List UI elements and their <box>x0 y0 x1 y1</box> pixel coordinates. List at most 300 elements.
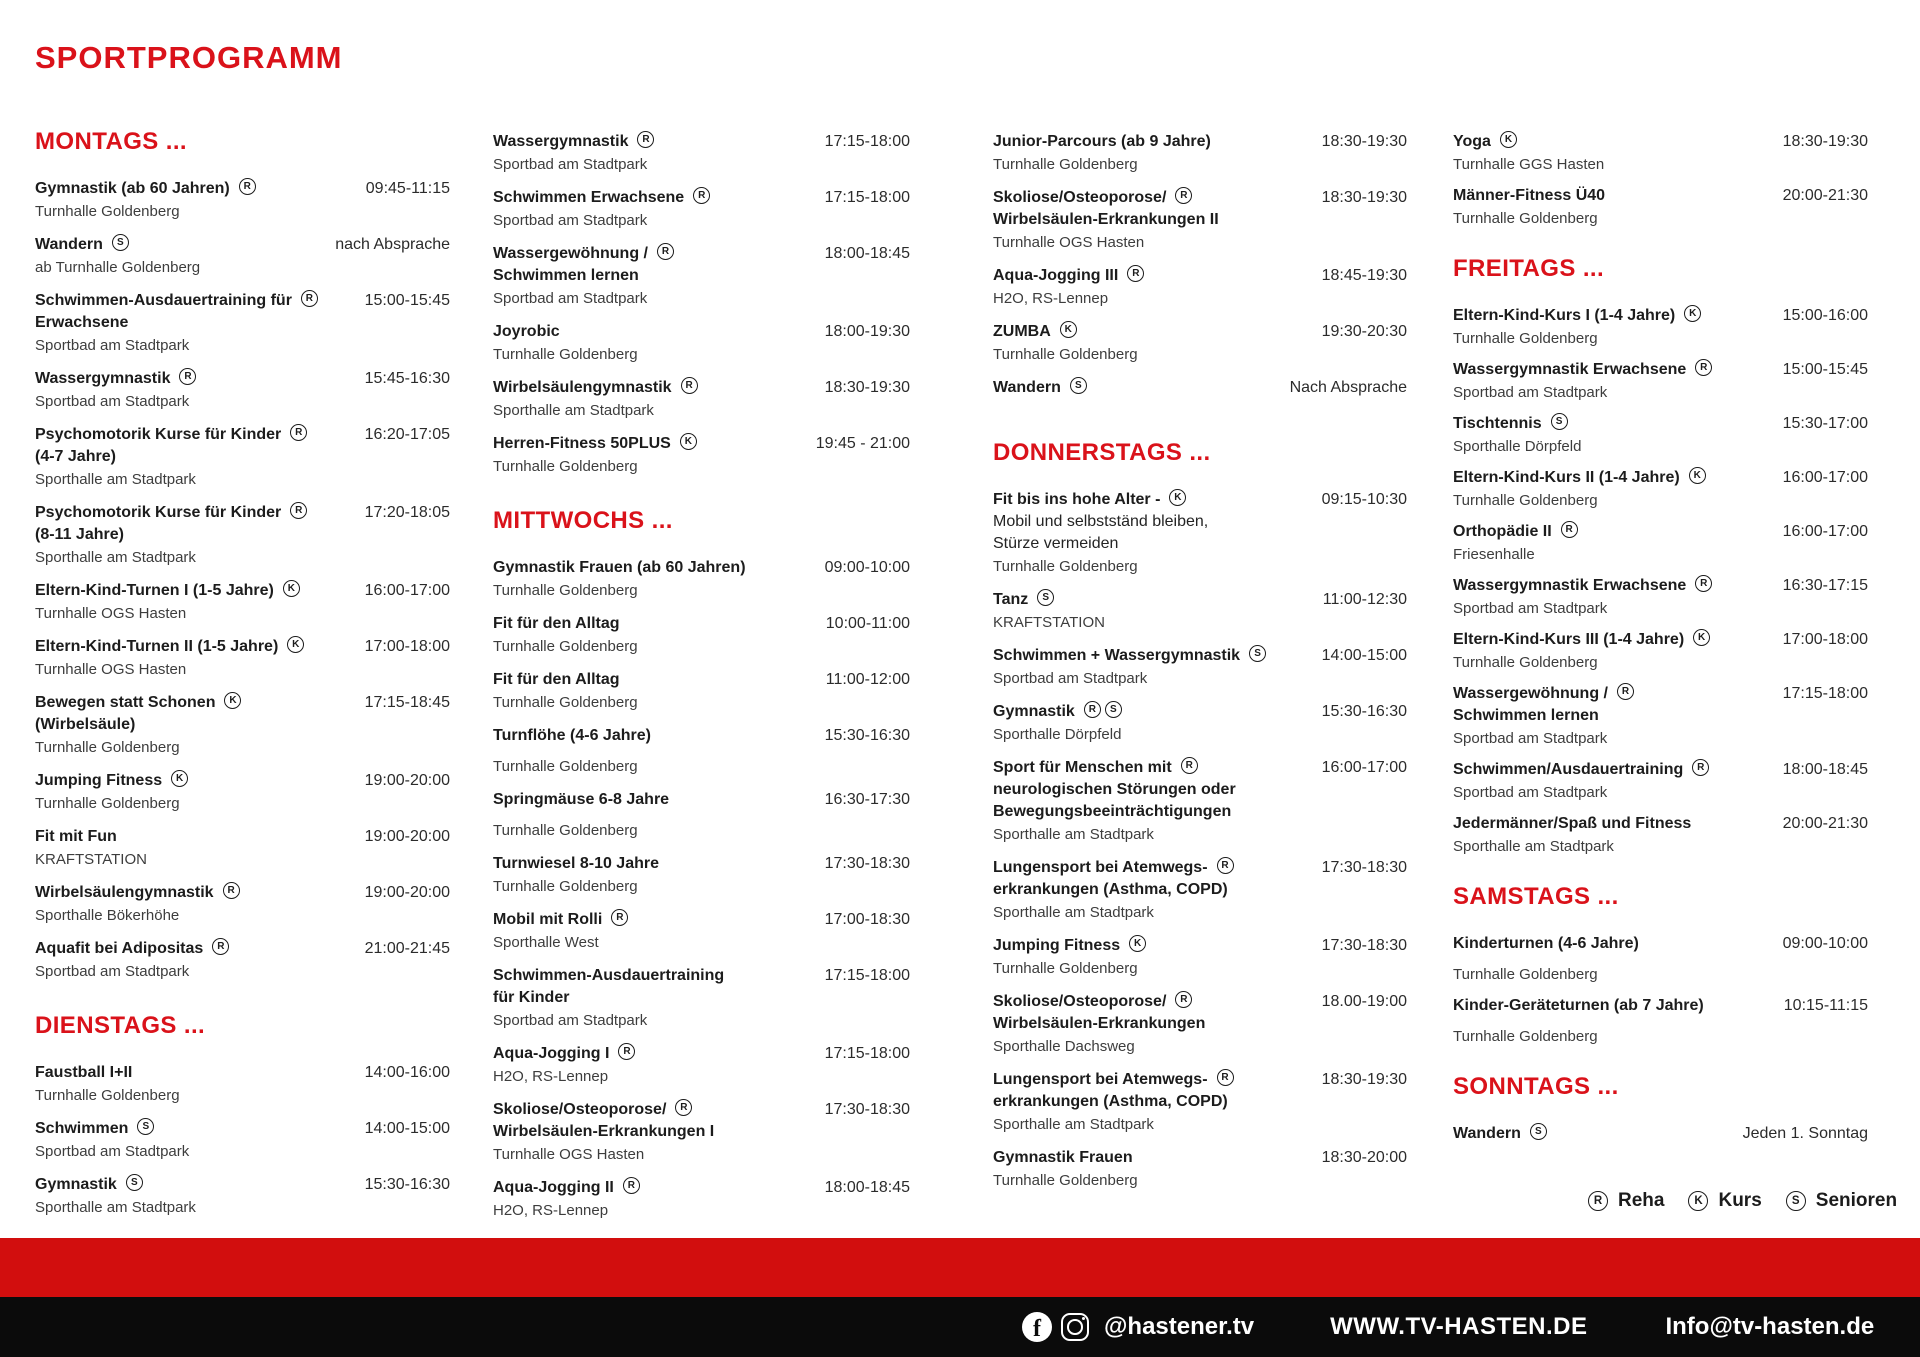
entry-location: Turnhalle Goldenberg <box>493 638 638 655</box>
entry-main <box>993 321 1138 365</box>
entry-main <box>1453 413 1581 457</box>
entry-main <box>35 938 229 982</box>
entry-name-continuation: Mobil und selbstständ bleiben, <box>993 513 1209 530</box>
entry-time: 17:15-18:00 <box>824 967 910 984</box>
entry-main <box>993 589 1105 633</box>
entry-main <box>993 377 1087 399</box>
entry-location: KRAFTSTATION <box>993 614 1105 631</box>
entry-location: Turnhalle Goldenberg <box>993 960 1138 977</box>
entry-location: Sporthalle am Stadtpark <box>993 1116 1154 1133</box>
program-entry <box>993 377 1407 399</box>
entry-location: Sportbad am Stadtpark <box>493 212 648 229</box>
entry-time: 10:15-11:15 <box>1783 997 1868 1014</box>
entry-main <box>993 757 1236 845</box>
entry-location: Sporthalle am Stadtpark <box>493 402 654 419</box>
program-entry <box>1453 813 1868 857</box>
entry-name: Schwimmen/Ausdauertraining R <box>1453 759 1709 781</box>
entry-time: 18:00-18:45 <box>824 245 910 262</box>
entry-time: 17:30-18:30 <box>1321 937 1407 954</box>
reha-badge: R <box>239 178 256 195</box>
program-entry <box>1453 185 1868 229</box>
entry-location: Sporthalle am Stadtpark <box>993 826 1154 843</box>
entry-main <box>993 489 1208 577</box>
instagram-icon <box>1061 1313 1089 1341</box>
entry-name: Tanz S <box>993 589 1105 611</box>
entry-time: 18:30-19:30 <box>1321 133 1407 150</box>
entry-location: Turnhalle OGS Hasten <box>35 605 187 622</box>
entry-main <box>35 636 304 680</box>
entry-name: Faustball I+II <box>35 1064 133 1081</box>
entry-name: Wassergymnastik R <box>493 131 654 153</box>
entry-name: Psychomotorik Kurse für Kinder R (8-11 Jahre) <box>35 502 307 546</box>
entry-location: Turnhalle Goldenberg <box>993 156 1138 173</box>
entry-location: Sportbad am Stadtpark <box>35 393 190 410</box>
entry-name: Jedermänner/Spaß und Fitness <box>1453 815 1692 832</box>
entry-time: 16:00-17:00 <box>1782 469 1868 486</box>
entry-location: Turnhalle Goldenberg <box>993 1172 1138 1189</box>
entry-main <box>35 234 200 278</box>
program-entry <box>993 265 1407 309</box>
program-entry <box>993 1147 1407 1191</box>
kurs-badge: K <box>283 580 300 597</box>
entry-main <box>1453 467 1706 511</box>
entry-location: ab Turnhalle Goldenberg <box>35 259 201 276</box>
entry-time: 18:30-20:00 <box>1321 1149 1407 1166</box>
reha-badge: R <box>301 290 318 307</box>
program-entry <box>493 669 910 713</box>
entry-name: Jumping Fitness K <box>35 770 188 792</box>
entry-main <box>35 692 241 758</box>
entry-location: Sporthalle am Stadtpark <box>1453 838 1614 855</box>
reha-badge: R <box>223 882 240 899</box>
entry-main <box>35 826 147 870</box>
entry-time: 17:15-18:00 <box>824 189 910 206</box>
program-entry <box>35 636 450 680</box>
program-entry <box>1453 413 1868 457</box>
program-entry <box>993 321 1407 365</box>
entry-name: Eltern-Kind-Kurs III (1-4 Jahre) K <box>1453 629 1710 651</box>
entry-main <box>993 1147 1138 1191</box>
program-entry <box>35 580 450 624</box>
entry-name: Wandern S <box>993 377 1087 399</box>
reha-badge: R <box>1692 759 1709 776</box>
entry-name: Gymnastik (ab 60 Jahren) R <box>35 178 256 200</box>
entry-name: Wirbelsäulengymnastik R <box>493 377 698 399</box>
day-heading: SONNTAGS ... <box>1453 1073 1619 1100</box>
entry-main <box>1453 813 1691 857</box>
entry-location: Turnhalle Goldenberg <box>493 694 638 711</box>
entry-main <box>993 131 1211 175</box>
entry-main <box>493 725 651 777</box>
kurs-badge: K <box>1500 131 1517 148</box>
entry-location: Sportbad am Stadtpark <box>493 156 648 173</box>
entry-name: Gymnastik Frauen (ab 60 Jahren) <box>493 559 746 576</box>
entry-time: Nach Absprache <box>1289 379 1407 396</box>
day-heading: DIENSTAGS ... <box>35 1012 206 1039</box>
entry-main <box>35 1174 196 1218</box>
entry-time: 18:30-19:30 <box>1782 133 1868 150</box>
schedule-column-monday-tuesday <box>35 128 450 1230</box>
reha-badge: R <box>1084 701 1101 718</box>
senioren-badge: S <box>1037 589 1054 606</box>
entry-name: Eltern-Kind-Kurs II (1-4 Jahre) K <box>1453 467 1706 489</box>
kurs-badge: K <box>1689 467 1706 484</box>
entry-time: 09:00-10:00 <box>1782 935 1868 952</box>
program-entry <box>493 853 910 897</box>
program-entry <box>493 131 910 175</box>
program-entry <box>1453 933 1868 985</box>
reha-badge: R <box>212 938 229 955</box>
entry-location: Turnhalle Goldenberg <box>493 758 638 775</box>
program-entry <box>35 424 450 490</box>
entry-name: Yoga K <box>1453 131 1604 153</box>
entry-time: 16:00-17:00 <box>1782 523 1868 540</box>
entry-main <box>1453 185 1605 229</box>
entry-main <box>1453 521 1578 565</box>
reha-badge: R <box>290 424 307 441</box>
entry-location: Sportbad am Stadtpark <box>1453 730 1608 747</box>
entry-main <box>493 557 746 601</box>
legend-label: Kurs <box>1718 1190 1762 1211</box>
entry-name: Bewegen statt Schonen K (Wirbelsäule) <box>35 692 241 736</box>
entry-time: 17:20-18:05 <box>364 504 450 521</box>
entry-time: 17:00-18:30 <box>824 911 910 928</box>
entry-main <box>493 965 724 1031</box>
kurs-badge: K <box>1060 321 1077 338</box>
entry-time: 10:00-11:00 <box>825 615 910 632</box>
reha-badge: R <box>623 1177 640 1194</box>
entry-time: 17:15-18:45 <box>364 694 450 711</box>
program-entry <box>35 1118 450 1162</box>
entry-main <box>1453 683 1634 749</box>
entry-name: Junior-Parcours (ab 9 Jahre) <box>993 133 1211 150</box>
entry-time: 15:30-16:30 <box>364 1176 450 1193</box>
program-entry <box>35 826 450 870</box>
entry-location: Sportbad am Stadtpark <box>1453 384 1608 401</box>
entry-location: Turnhalle Goldenberg <box>1453 966 1598 983</box>
schedule-column-friday-weekend <box>1453 131 1868 1155</box>
entry-name: ZUMBA K <box>993 321 1138 343</box>
entry-main <box>993 187 1219 253</box>
entry-time: 18:30-19:30 <box>1321 1071 1407 1088</box>
entry-name: Aqua-Jogging I R <box>493 1043 635 1065</box>
entry-name: Joyrobic <box>493 323 560 340</box>
schedule-column-monday-wednesday <box>493 131 910 1233</box>
senioren-badge: S <box>1530 1123 1547 1140</box>
entry-main <box>993 1069 1234 1135</box>
entry-name: Wandern S <box>1453 1123 1547 1145</box>
entry-main <box>35 290 318 356</box>
reha-badge: R <box>1127 265 1144 282</box>
entry-location: Sporthalle Dachsweg <box>993 1038 1135 1055</box>
reha-badge: R <box>618 1043 635 1060</box>
entry-location: KRAFTSTATION <box>35 851 147 868</box>
entry-name: Kinderturnen (4-6 Jahre) <box>1453 935 1639 952</box>
entry-name: Lungensport bei Atemwegs- R erkrankungen (Asthma, COPD) <box>993 857 1234 901</box>
program-entry <box>35 770 450 814</box>
program-entry <box>493 557 910 601</box>
reha-badge: R <box>290 502 307 519</box>
reha-badge: R <box>1588 1191 1608 1211</box>
entry-name: Psychomotorik Kurse für Kinder R (4-7 Jahre) <box>35 424 307 468</box>
entry-name: Lungensport bei Atemwegs- R erkrankungen (Asthma, COPD) <box>993 1069 1234 1113</box>
reha-badge: R <box>693 187 710 204</box>
program-entry <box>1453 995 1868 1047</box>
entry-time: 16:30-17:15 <box>1782 577 1868 594</box>
kurs-badge: K <box>1169 489 1186 506</box>
senioren-badge: S <box>126 1174 143 1191</box>
program-entry <box>993 645 1407 689</box>
entry-time: 16:20-17:05 <box>364 426 450 443</box>
entry-main <box>493 1043 635 1087</box>
entry-name: Turnwiesel 8-10 Jahre <box>493 855 659 872</box>
entry-time: 19:45 - 21:00 <box>815 435 910 452</box>
entry-main <box>35 178 256 222</box>
entry-main <box>1453 995 1704 1047</box>
entry-name: Eltern-Kind-Turnen II (1-5 Jahre) K <box>35 636 304 658</box>
entry-name: Wassergymnastik Erwachsene R <box>1453 575 1712 597</box>
entry-time: 18:30-19:30 <box>824 379 910 396</box>
reha-badge: R <box>681 377 698 394</box>
entry-name: Jumping Fitness K <box>993 935 1146 957</box>
entry-main <box>493 377 698 421</box>
entry-time: 19:30-20:30 <box>1321 323 1407 340</box>
entry-time: 20:00-21:30 <box>1782 187 1868 204</box>
day-heading: FREITAGS ... <box>1453 255 1605 282</box>
reha-badge: R <box>1561 521 1578 538</box>
day-heading: SAMSTAGS ... <box>1453 883 1619 910</box>
entry-location: Turnhalle Goldenberg <box>1453 492 1598 509</box>
entry-name: Wassergymnastik R <box>35 368 196 390</box>
entry-time: 09:45-11:15 <box>365 180 450 197</box>
entry-time: 11:00-12:30 <box>1322 591 1407 608</box>
entry-location: Turnhalle Goldenberg <box>35 739 180 756</box>
program-entry <box>1453 683 1868 749</box>
program-entry <box>493 909 910 953</box>
entry-name: Schwimmen Erwachsene R <box>493 187 710 209</box>
program-entry <box>1453 1123 1868 1145</box>
entry-main <box>1453 759 1709 803</box>
entry-name: Männer-Fitness Ü40 <box>1453 187 1606 204</box>
senioren-badge: S <box>1105 701 1122 718</box>
entry-time: 14:00-16:00 <box>364 1064 450 1081</box>
entry-name: Wassergewöhnung / R Schwimmen lernen <box>1453 683 1634 727</box>
senioren-badge: S <box>1551 413 1568 430</box>
entry-name: Wandern S <box>35 234 200 256</box>
entry-location: Sporthalle Bökerhöhe <box>35 907 180 924</box>
program-entry <box>1453 359 1868 403</box>
entry-main <box>35 580 300 624</box>
program-entry <box>1453 467 1868 511</box>
entry-main <box>35 1062 180 1106</box>
entry-time: 17:00-18:00 <box>364 638 450 655</box>
entry-time: 11:00-12:00 <box>825 671 910 688</box>
program-entry <box>993 991 1407 1057</box>
program-entry <box>993 757 1407 845</box>
entry-location: Sporthalle am Stadtpark <box>993 904 1154 921</box>
program-entry <box>493 187 910 231</box>
entry-name: Gymnastik S <box>35 1174 196 1196</box>
day-heading: DONNERSTAGS ... <box>993 439 1211 466</box>
entry-location: Sporthalle Dörpfeld <box>1453 438 1582 455</box>
program-entry <box>35 502 450 568</box>
entry-name: Herren-Fitness 50PLUS K <box>493 433 697 455</box>
entry-main <box>1453 359 1712 403</box>
entry-main <box>1453 933 1639 985</box>
day-heading: MITTWOCHS ... <box>493 507 673 534</box>
entry-time: 14:00-15:00 <box>1321 647 1407 664</box>
program-entry <box>1453 131 1868 175</box>
entry-name: Tischtennis S <box>1453 413 1581 435</box>
legend-item <box>1588 1190 1664 1212</box>
entry-main <box>35 882 240 926</box>
entry-name: Mobil mit Rolli R <box>493 909 628 931</box>
senioren-badge: S <box>137 1118 154 1135</box>
kurs-badge: K <box>680 433 697 450</box>
program-entry <box>35 1062 450 1106</box>
entry-location: Sporthalle am Stadtpark <box>35 549 196 566</box>
legend-item <box>1786 1190 1897 1212</box>
entry-location: Sportbad am Stadtpark <box>1453 600 1608 617</box>
entry-name: Eltern-Kind-Turnen I (1-5 Jahre) K <box>35 580 300 602</box>
program-entry <box>1453 759 1868 803</box>
entry-main <box>35 502 307 568</box>
entry-location: Sportbad am Stadtpark <box>35 1143 190 1160</box>
program-entry <box>493 1177 910 1221</box>
entry-name: Kinder-Geräteturnen (ab 7 Jahre) <box>1453 997 1704 1014</box>
entry-main <box>493 321 638 365</box>
entry-location: H2O, RS-Lennep <box>993 290 1109 307</box>
program-entry <box>493 965 910 1031</box>
entry-name: Fit bis ins hohe Alter - K <box>993 489 1208 511</box>
entry-location: Sportbad am Stadtpark <box>993 670 1148 687</box>
social-handle: @hastener.tv <box>1104 1313 1255 1340</box>
entry-location: Sporthalle am Stadtpark <box>35 1199 196 1216</box>
program-entry <box>493 243 910 309</box>
program-entry <box>35 290 450 356</box>
entry-time: 16:00-17:00 <box>364 582 450 599</box>
entry-main <box>493 1177 640 1221</box>
kurs-badge: K <box>224 692 241 709</box>
entry-location: H2O, RS-Lennep <box>493 1202 609 1219</box>
program-entry <box>1453 521 1868 565</box>
entry-location: Turnhalle Goldenberg <box>493 878 638 895</box>
entry-main <box>493 909 628 953</box>
entry-name: Skoliose/Osteoporose/ R Wirbelsäulen-Erkrankungen II <box>993 189 1219 228</box>
entry-name: Springmäuse 6-8 Jahre <box>493 791 670 808</box>
entry-main <box>493 243 674 309</box>
entry-time: 14:00-15:00 <box>364 1120 450 1137</box>
entry-location: Turnhalle OGS Hasten <box>493 1146 645 1163</box>
program-entry <box>493 1043 910 1087</box>
day-heading: MONTAGS ... <box>35 128 187 155</box>
reha-badge: R <box>611 909 628 926</box>
entry-time: 18:45-19:30 <box>1321 267 1407 284</box>
program-entry <box>35 938 450 982</box>
entry-main <box>1453 629 1710 673</box>
entry-name: Fit für den Alltag <box>493 615 620 632</box>
entry-location: Turnhalle Goldenberg <box>35 1087 180 1104</box>
reha-badge: R <box>637 131 654 148</box>
program-entry <box>493 789 910 841</box>
entry-name: Wassergymnastik Erwachsene R <box>1453 359 1712 381</box>
program-entry <box>35 692 450 758</box>
entry-time: 18:00-18:45 <box>1782 761 1868 778</box>
entry-location: Sportbad am Stadtpark <box>1453 784 1608 801</box>
entry-location: Turnhalle Goldenberg <box>493 458 638 475</box>
entry-main <box>993 645 1266 689</box>
program-entry <box>993 935 1407 979</box>
entry-time: 19:00-20:00 <box>364 772 450 789</box>
entry-main <box>993 701 1122 745</box>
program-entry <box>493 1099 910 1165</box>
entry-time: 21:00-21:45 <box>364 940 450 957</box>
entry-time: 15:00-15:45 <box>364 292 450 309</box>
entry-name: Schwimmen S <box>35 1118 189 1140</box>
entry-main <box>35 424 307 490</box>
entry-name: Aquafit bei Adipositas R <box>35 938 229 960</box>
program-entry <box>993 1069 1407 1135</box>
entry-location: Turnhalle OGS Hasten <box>993 234 1145 251</box>
entry-main <box>493 187 710 231</box>
entry-time: Jeden 1. Sonntag <box>1742 1125 1868 1142</box>
entry-time: 16:30-17:30 <box>824 791 910 808</box>
reha-badge: R <box>1175 187 1192 204</box>
entry-main <box>1453 1123 1547 1145</box>
footer <box>1022 1297 1874 1357</box>
entry-time: 17:30-18:30 <box>824 1101 910 1118</box>
entry-main <box>493 433 697 477</box>
entry-name: Skoliose/Osteoporose/ R Wirbelsäulen-Erkrankungen I <box>493 1101 715 1140</box>
senioren-badge: S <box>1249 645 1266 662</box>
entry-main <box>993 991 1205 1057</box>
entry-time: 17:15-18:00 <box>824 133 910 150</box>
entry-time: 09:15-10:30 <box>1321 491 1407 508</box>
schedule-column-wednesday-thursday <box>993 131 1407 1203</box>
entry-location: Sporthalle am Stadtpark <box>35 471 196 488</box>
entry-location: Turnhalle Goldenberg <box>993 558 1138 575</box>
entry-name: Aqua-Jogging II R <box>493 1177 640 1199</box>
legend-item <box>1688 1190 1761 1212</box>
program-entry <box>493 613 910 657</box>
entry-location: Turnhalle Goldenberg <box>35 795 180 812</box>
entry-location: Turnhalle Goldenberg <box>1453 330 1598 347</box>
facebook-icon: f <box>1022 1312 1052 1342</box>
reha-badge: R <box>1181 757 1198 774</box>
entry-main <box>35 770 188 814</box>
entry-location: Turnhalle Goldenberg <box>1453 210 1598 227</box>
entry-location: Sportbad am Stadtpark <box>493 1012 648 1029</box>
entry-name: Fit für den Alltag <box>493 671 620 688</box>
entry-main <box>493 1099 714 1165</box>
entry-main <box>493 613 638 657</box>
program-entry <box>1453 575 1868 619</box>
reha-badge: R <box>1175 991 1192 1008</box>
entry-name: Eltern-Kind-Kurs I (1-4 Jahre) K <box>1453 305 1701 327</box>
reha-badge: R <box>1217 1069 1234 1086</box>
entry-location: Turnhalle OGS Hasten <box>35 661 187 678</box>
entry-location: Sporthalle Dörpfeld <box>993 726 1122 743</box>
entry-name: Orthopädie II R <box>1453 521 1578 543</box>
entry-main <box>993 857 1234 923</box>
program-entry <box>993 701 1407 745</box>
entry-name: Skoliose/Osteoporose/ R Wirbelsäulen-Erkrankungen <box>993 993 1206 1032</box>
entry-name-continuation: Stürze vermeiden <box>993 535 1119 552</box>
kurs-badge: K <box>1693 629 1710 646</box>
program-entry <box>493 433 910 477</box>
red-divider-bar <box>0 1238 1920 1297</box>
reha-badge: R <box>1695 575 1712 592</box>
